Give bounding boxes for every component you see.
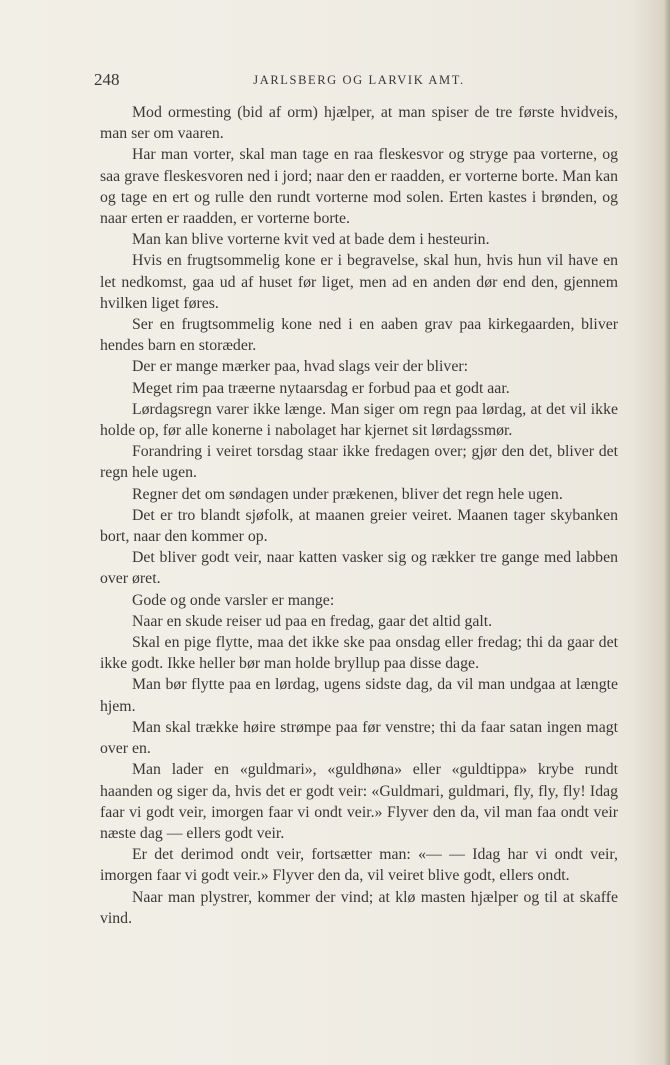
- paragraph: Ser en frugtsommelig kone ned i en aaben grav paa kirkegaarden, bliver hendes barn en storæder.: [100, 316, 618, 355]
- paragraph: Naar en skude reiser ud paa en fredag, gaar det altid galt.: [132, 612, 493, 630]
- paragraph: Naar man plystrer, kommer der vind; at klø masten hjælper og til at skaffe vind.: [100, 888, 618, 927]
- paragraph: Der er mange mærker paa, hvad slags veir der bliver:: [132, 358, 468, 376]
- paragraph: Skal en pige flytte, maa det ikke ske paa onsdag eller fredag; thi da gaar det ikke godt. Ikke heller bør man holde bryllup paa disse dage.: [100, 634, 618, 673]
- paragraph: Man kan blive vorterne kvit ved at bade dem i hesteurin.: [132, 231, 490, 249]
- paragraph: Gode og onde varsler er mange:: [132, 591, 335, 609]
- paragraph: Man skal trække høire strømpe paa før venstre; thi da faar satan ingen magt over en.: [100, 718, 618, 758]
- running-title: JARLSBERG OG LARVIK AMT.: [253, 73, 465, 87]
- paragraph: Det er tro blandt sjøfolk, at maanen greier veiret. Maanen tager skybanken bort, naar den kommer op.: [100, 506, 618, 546]
- body-text: [100, 102, 618, 929]
- page-number: 248: [94, 70, 120, 89]
- paragraph: Meget rim paa træerne nytaarsdag er forbud paa et godt aar.: [132, 379, 510, 397]
- paragraph: Har man vorter, skal man tage en raa fleskesvor og stryge paa vorterne, og saa grave fleskesvoren ned i jord; naar den er raadden, er vorterne borte. Man kan og tage en ert og rulle den rundt vorterne mod solen. Erten kastes i brønden, og naar erten er raadden, er vorterne borte.: [100, 146, 618, 228]
- paragraph: Man lader en «guldmari», «guldhøna» eller «guldtippa» krybe rundt haanden og siger da, hvis det er godt veir: «Guldmari, guldmari, fly, fly, fly! Idag faar vi godt veir, imorgen faar vi ondt veir.» Flyver den da, vil man faa ondt veir næste dag — ellers godt veir.: [100, 761, 618, 842]
- page-header: [94, 70, 624, 94]
- paragraph: Forandring i veiret torsdag staar ikke fredagen over; gjør den det, bliver det regn hele ugen.: [100, 443, 618, 482]
- paragraph: Lørdagsregn varer ikke længe. Man siger om regn paa lørdag, at det vil ikke holde op, før alle konerne i nabolaget har kjernet sit lørdagssmør.: [100, 400, 618, 440]
- paragraph: Det bliver godt veir, naar katten vasker sig og rækker tre gange med labben over øret.: [100, 549, 618, 588]
- paragraph: Mod ormesting (bid af orm) hjælper, at man spiser de tre første hvidveis, man ser om vaaren.: [100, 104, 618, 143]
- paragraph: Regner det om søndagen under prækenen, bliver det regn hele ugen.: [132, 485, 563, 503]
- paragraph: Man bør flytte paa en lørdag, ugens sidste dag, da vil man undgaa at længte hjem.: [100, 676, 618, 715]
- paragraph: Er det derimod ondt veir, fortsætter man: «— — Idag har vi ondt veir, imorgen faar vi godt veir.» Flyver den da, vil veiret blive godt, ellers ondt.: [100, 846, 618, 885]
- page-spine-shadow: [664, 0, 670, 1065]
- paragraph: Hvis en frugtsommelig kone er i begravelse, skal hun, hvis hun vil have en let nedkomst, gaa ud af huset før liget, men ad en anden dør end den, gjennem hvilken liget føres.: [100, 252, 618, 312]
